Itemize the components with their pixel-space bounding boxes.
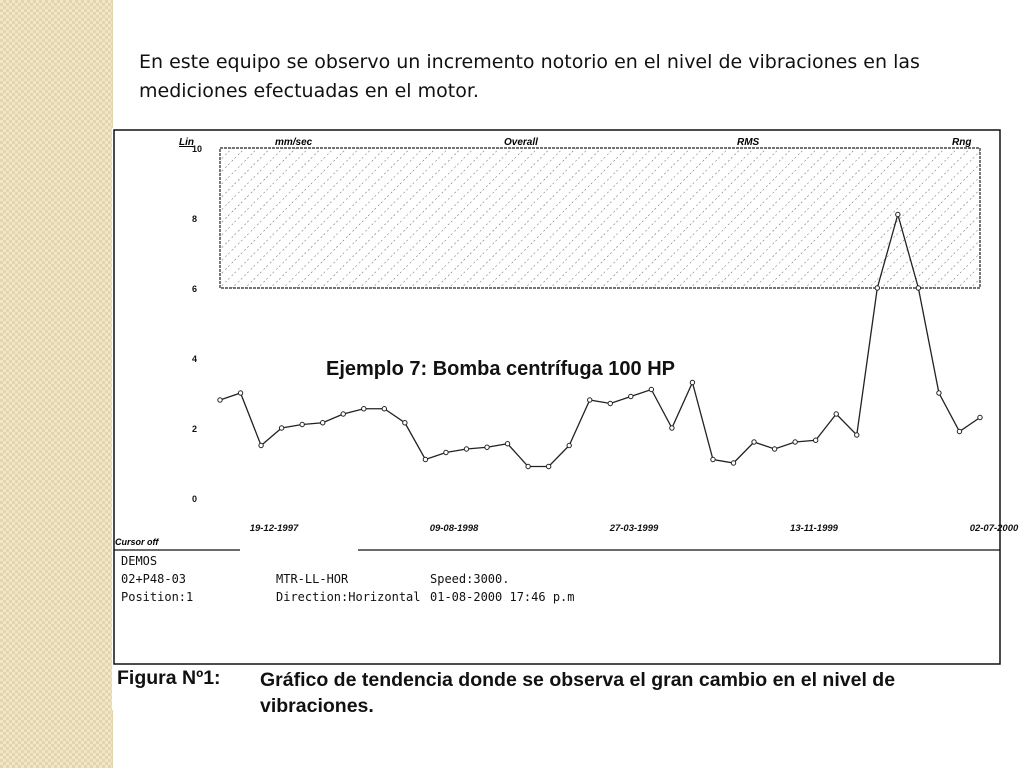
info-position: Position:1 <box>121 590 194 604</box>
trend-data-point <box>896 212 900 216</box>
trend-chart-svg <box>112 128 1019 710</box>
decorative-side-band <box>0 0 113 768</box>
info-site: DEMOS <box>121 554 158 568</box>
chart-title: Ejemplo 7: Bomba centrífuga 100 HP <box>326 358 675 380</box>
trend-data-point <box>259 443 263 447</box>
trend-data-point <box>793 440 797 444</box>
trend-data-point <box>875 286 879 290</box>
info-datetime: 01-08-2000 17:46 p.m <box>430 590 575 604</box>
y-tick-label: 0 <box>192 494 198 504</box>
x-tick-label: 19-12-1997 <box>249 523 299 534</box>
y-tick-label: 2 <box>192 424 198 434</box>
trend-data-point <box>937 391 941 395</box>
y-scale-label: Lin <box>179 137 194 148</box>
trend-data-point <box>218 398 222 402</box>
trend-data-point <box>772 447 776 451</box>
x-tick-label: 09-08-1998 <box>429 523 479 534</box>
trend-data-point <box>382 407 386 411</box>
trend-data-point <box>834 412 838 416</box>
trend-data-point <box>813 438 817 442</box>
y-tick-label: 10 <box>192 144 203 154</box>
trend-figure <box>112 128 1019 710</box>
trend-data-point <box>670 426 674 430</box>
trend-data-point <box>279 426 283 430</box>
trend-data-point <box>752 440 756 444</box>
measure-label: Overall <box>504 137 538 148</box>
range-label: Rng <box>952 137 972 148</box>
x-tick-label: 27-03-1999 <box>609 523 659 534</box>
trend-data-point <box>526 464 530 468</box>
info-machine: MTR-LL-HOR <box>276 572 349 586</box>
trend-data-point <box>957 429 961 433</box>
intro-paragraph: En este equipo se observo un incremento notorio en el nivel de vibraciones en las mediciones efectuadas en el motor. <box>139 51 920 102</box>
info-point: 02+P48-03 <box>121 572 187 586</box>
trend-data-point <box>341 412 345 416</box>
x-tick-label: 13-11-1999 <box>790 523 838 534</box>
info-speed: Speed:3000. <box>430 572 510 586</box>
trend-data-point <box>423 457 427 461</box>
trend-data-point <box>731 461 735 465</box>
trend-data-point <box>629 394 633 398</box>
trend-data-point <box>300 422 304 426</box>
trend-data-point <box>916 286 920 290</box>
trend-data-point <box>546 464 550 468</box>
trend-data-point <box>567 443 571 447</box>
trend-data-point <box>403 421 407 425</box>
trend-data-point <box>855 433 859 437</box>
y-tick-label: 8 <box>192 214 198 224</box>
trend-data-point <box>444 450 448 454</box>
units-label: mm/sec <box>275 137 313 148</box>
type-label: RMS <box>737 137 760 148</box>
info-direction: Direction:Horizontal <box>276 590 421 604</box>
cursor-status: Cursor off <box>115 537 159 547</box>
trend-data-point <box>608 401 612 405</box>
trend-data-point <box>588 398 592 402</box>
trend-data-point <box>711 457 715 461</box>
y-tick-label: 6 <box>192 284 198 294</box>
y-tick-label: 4 <box>192 354 198 364</box>
alarm-band <box>220 148 980 288</box>
trend-data-point <box>690 380 694 384</box>
trend-data-point <box>978 415 982 419</box>
trend-data-point <box>485 445 489 449</box>
label-mask <box>240 544 358 556</box>
trend-data-point <box>649 387 653 391</box>
x-tick-label: 02-07-2000 <box>969 523 1019 534</box>
trend-data-point <box>321 421 325 425</box>
trend-data-point <box>362 407 366 411</box>
figure-caption-text: Gráfico de tendencia donde se observa el gran cambio en el nivel de vibraciones. <box>260 669 896 717</box>
trend-data-point <box>505 442 509 446</box>
trend-data-point <box>464 447 468 451</box>
figure-caption-label: Figura Nº1: <box>117 667 221 689</box>
trend-data-point <box>238 391 242 395</box>
